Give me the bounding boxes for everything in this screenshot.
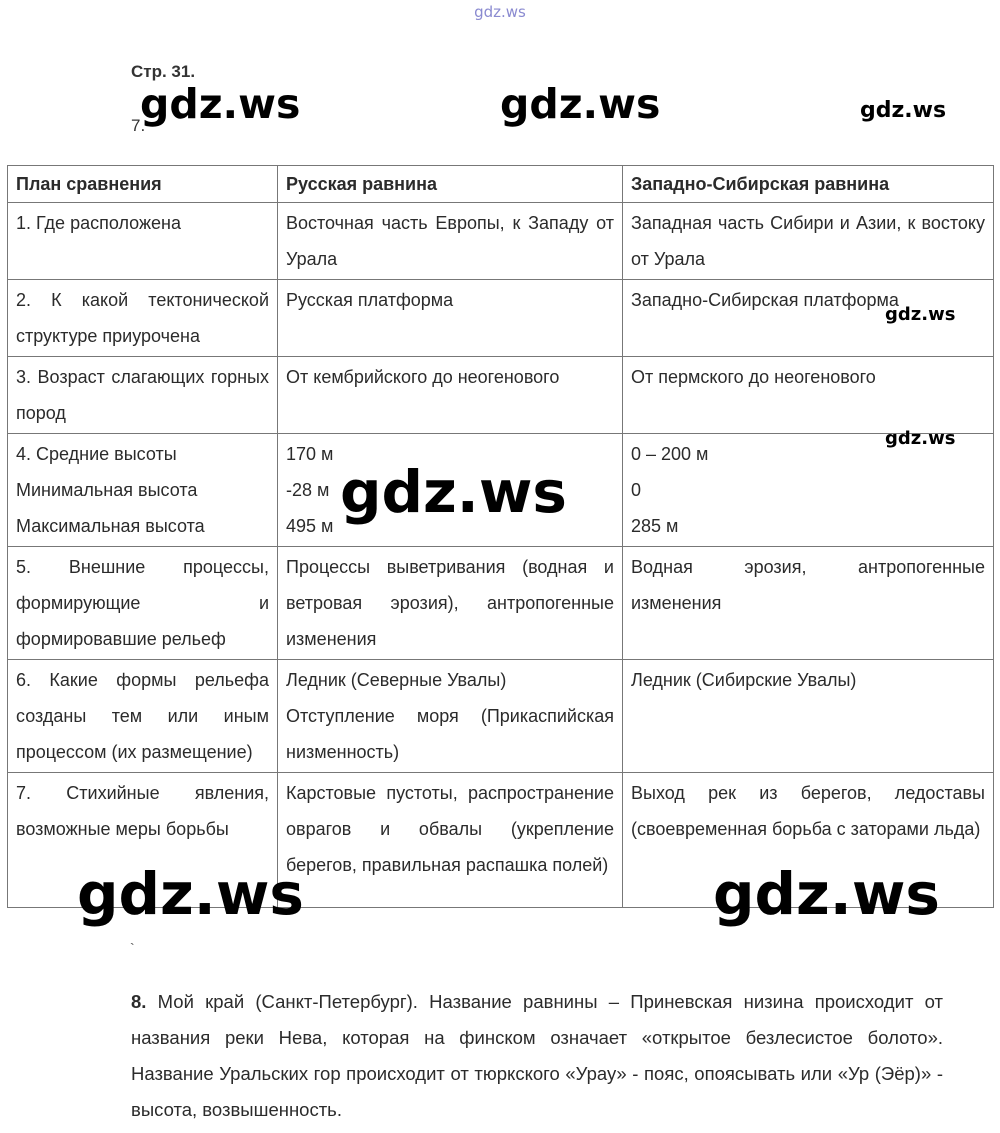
watermark-logo: gdz.ws (713, 860, 940, 928)
watermark-logo: gdz.ws (77, 860, 304, 928)
cell-russian: Карстовые пустоты, распространение оврагов и обвалы (укрепление берегов, правильная распашка полей) (278, 773, 623, 908)
cell-russian: Процессы выветривания (водная и ветровая эрозия), антропогенные изменения (278, 547, 623, 660)
top-watermark: gdz.ws (474, 3, 526, 21)
cell-plan: 7. Стихийные явления, возможные меры борьбы (8, 773, 278, 908)
cell-line: Отступление моря (Прикаспийская низменность) (286, 706, 614, 762)
watermark-logo: gdz.ws (340, 458, 567, 526)
task-8-paragraph (131, 984, 943, 1128)
cell-siberian: Западно-Сибирская платформа (623, 280, 994, 357)
cell-russian: Восточная часть Европы, к Западу от Урала (278, 203, 623, 280)
table-row (8, 280, 994, 357)
table-row (8, 660, 994, 773)
comparison-table (7, 165, 994, 908)
stray-mark: ` (130, 940, 135, 956)
cell-line: 0 (631, 480, 642, 500)
cell-line: Максимальная высота (16, 516, 205, 536)
cell-russian: Русская платформа (278, 280, 623, 357)
cell-siberian: Западная часть Сибири и Азии, к востоку от Урала (623, 203, 994, 280)
cell-siberian: Выход рек из берегов, ледоставы (своевременная борьба с заторами льда) (623, 773, 994, 908)
cell-line: -28 м (286, 480, 330, 500)
cell-russian: От кембрийского до неогенового (278, 357, 623, 434)
cell-line: 0 – 200 м (631, 444, 709, 464)
page-reference: Стр. 31. (131, 62, 196, 81)
watermark-logo: gdz.ws (500, 80, 661, 128)
cell-line: 285 м (631, 516, 679, 536)
task-8-text: Мой край (Санкт-Петербург). Название равнины – Приневская низина происходит от названия реки Нева, которая на финском означает «открытое безлесистое болото». Название Уральских гор происходит от тюркского «Урау» - пояс, опоясывать или «Ур (Эёр)» - высота, возвышенность. (131, 991, 943, 1120)
cell-line: 4. Средние высоты (16, 444, 177, 464)
cell-plan: 2. К какой тектонической структуре приурочена (8, 280, 278, 357)
header-west-siberian-plain: Западно-Сибирская равнина (623, 166, 994, 203)
cell-plan: 3. Возраст слагающих горных пород (8, 357, 278, 434)
task-8-number: 8. (131, 991, 147, 1012)
watermark-logo: gdz.ws (885, 304, 956, 325)
cell-siberian (623, 434, 994, 547)
cell-line: 495 м (286, 516, 334, 536)
cell-plan (8, 434, 278, 547)
cell-line: Минимальная высота (16, 480, 198, 500)
cell-line: 170 м (286, 444, 334, 464)
cell-russian (278, 660, 623, 773)
cell-plan: 1. Где расположена (8, 203, 278, 280)
cell-siberian: Водная эрозия, антропогенные изменения (623, 547, 994, 660)
table-row (8, 547, 994, 660)
watermark-logo: gdz.ws (140, 80, 301, 128)
header-russian-plain: Русская равнина (278, 166, 623, 203)
cell-siberian: От пермского до неогенового (623, 357, 994, 434)
watermark-logo: gdz.ws (860, 98, 947, 123)
cell-siberian: Ледник (Сибирские Увалы) (623, 660, 994, 773)
table-row (8, 203, 994, 280)
table-row (8, 357, 994, 434)
table-header-row (8, 166, 994, 203)
cell-plan: 5. Внешние процессы, формирующие и формировавшие рельеф (8, 547, 278, 660)
cell-plan: 6. Какие формы рельефа созданы тем или иным процессом (их размещение) (8, 660, 278, 773)
watermark-logo: gdz.ws (885, 428, 956, 449)
task-7-number: 7. (131, 116, 146, 135)
header-plan: План сравнения (8, 166, 278, 203)
cell-line: Ледник (Северные Увалы) (286, 670, 507, 690)
